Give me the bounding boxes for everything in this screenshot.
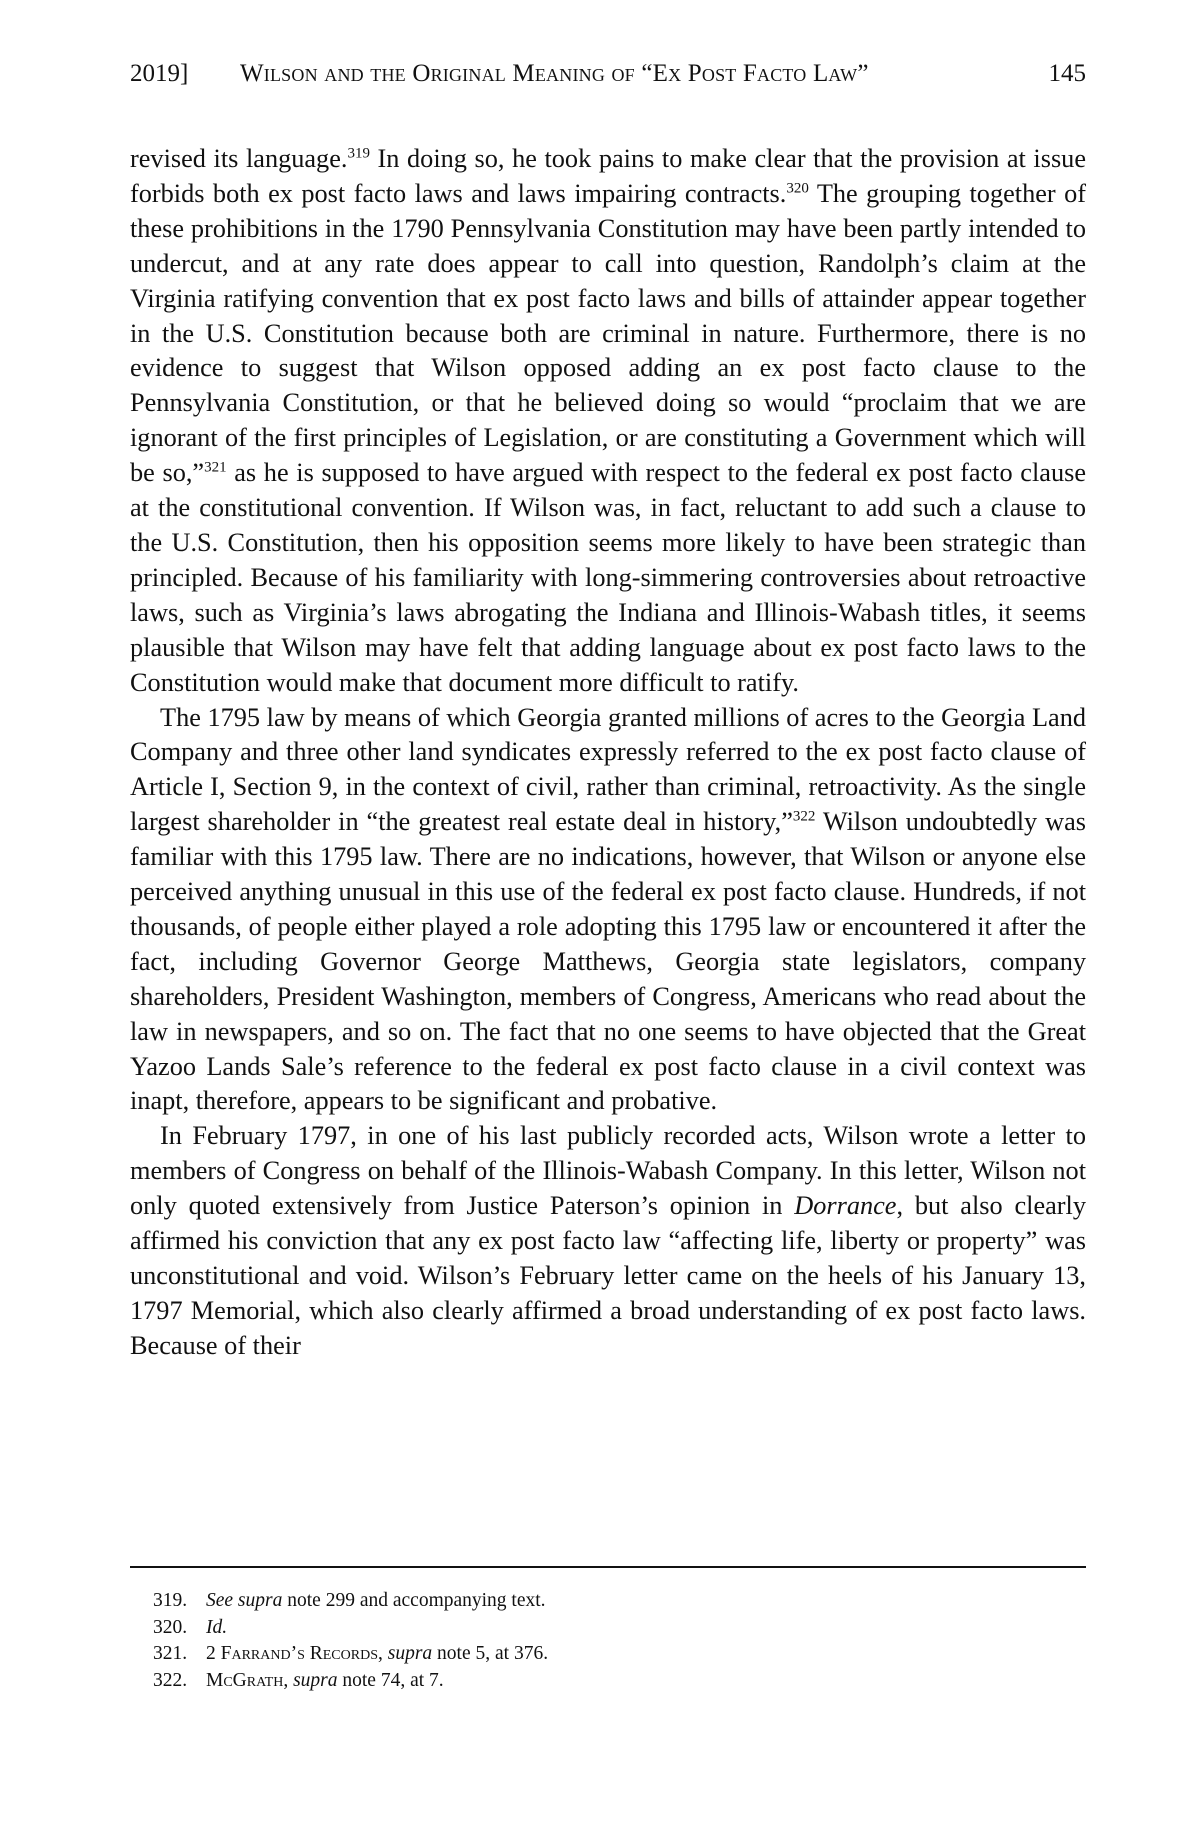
paragraph-1 bbox=[130, 142, 1086, 701]
p1-text-1: revised its language. bbox=[130, 144, 348, 173]
paragraph-3 bbox=[130, 1119, 1086, 1363]
footnote-text bbox=[206, 1641, 548, 1668]
footnote-italic: See supra bbox=[206, 1590, 283, 1611]
p1-text-4: as he is supposed to have argued with respect to the federal ex post facto clause at the constitutional convention. If Wilson was, in fact, reluctant to add such a clause to the U.S. Constitution, then his opposition seems more likely to have been strategic than principled. Because of his familiarity with long-simmering controversies about retroactive laws, such as Virginia’s laws abrogating the Indiana and Illinois-Wabash titles, it seems plausible that Wilson may have felt that adding language about ex post facto laws to the Constitution would make that document more difficult to ratify. bbox=[130, 458, 1086, 697]
footnote-rest: note 299 and accompanying text. bbox=[282, 1590, 546, 1611]
header-year: 2019] bbox=[130, 60, 189, 87]
footnote-320 bbox=[130, 1615, 1086, 1642]
p3-text-1: In February 1797, in one of his last publicly recorded acts, Wilson wrote a letter to members of Congress on behalf of the Illinois-Wabash Company. In this letter, Wilson not only quoted extensively from Justice Paterson’s opinion in bbox=[130, 1121, 1086, 1221]
footnote-italic: supra bbox=[387, 1643, 433, 1664]
footnote-separator: , bbox=[377, 1643, 388, 1664]
footnote-source: Farrand’s Records bbox=[220, 1643, 378, 1664]
footnote-319 bbox=[130, 1588, 1086, 1615]
footnote-source: McGrath bbox=[206, 1669, 284, 1691]
p2-text-2: Wilson undoubtedly was familiar with this 1795 law. There are no indications, however, that Wilson or anyone else perceived anything unusual in this use of the federal ex post facto clause. Hundreds, if not thousands, of people either played a role adopting this 1795 law or encountered it after the fact, including Governor George Matthews, Georgia state legislators, company shareholders, President Washington, members of Congress, Americans who read about the law in newspapers, and so on. The fact that no one seems to have objected that the Great Yazoo Lands Sale’s reference to the federal ex post facto clause in a civil context was inapt, therefore, appears to be significant and probative. bbox=[130, 807, 1086, 1116]
footnote-italic: Id. bbox=[206, 1616, 228, 1638]
footnote-322 bbox=[130, 1668, 1086, 1695]
page-number: 145 bbox=[1048, 60, 1086, 87]
header-title: Wilson and the Original Meaning of “Ex Post Facto Law” bbox=[240, 60, 869, 87]
footnote-rest: note 74, at 7. bbox=[337, 1669, 444, 1691]
footnote-number: 322. bbox=[153, 1669, 188, 1691]
paragraph-2 bbox=[130, 701, 1086, 1120]
footnote-ref-319: 319 bbox=[347, 145, 370, 162]
p3-text-2: , but also clearly affirmed his conviction that any ex post facto law “affecting life, liberty or property” was unconstitutional and void. Wilson’s February letter came on the heels of his January 13, 1797 Memorial, which also clearly affirmed a broad understanding of ex post facto laws. Because of their bbox=[130, 1191, 1087, 1360]
footnote-number: 320. bbox=[153, 1616, 188, 1638]
footnotes bbox=[130, 1588, 1086, 1694]
footnote-text bbox=[206, 1615, 227, 1642]
footnote-ref-320: 320 bbox=[786, 180, 809, 197]
p2-text-1: The 1795 law by means of which Georgia granted millions of acres to the Georgia Land Company and three other land syndicates expressly referred to the ex post facto clause of Article I, Section 9, in the context of civil, rather than criminal, retroactivity. As the single largest shareholder in “the greatest real estate deal in history,” bbox=[130, 702, 1086, 837]
body-text bbox=[130, 142, 1086, 1364]
footnote-ref-321: 321 bbox=[204, 459, 227, 476]
p1-text-3: The grouping together of these prohibitions in the 1790 Pennsylvania Constitution may have been partly intended to undercut, and at any rate does appear to call into question, Randolph’s claim at the Virginia ratifying convention that ex post facto laws and bills of attainder appear together in the U.S. Constitution because both are criminal in nature. Furthermore, there is no evidence to suggest that Wilson opposed adding an ex post facto clause to the Pennsylvania Constitution, or that he believed doing so would “proclaim that we are ignorant of the first principles of Legislation, or are constituting a Government which will be so,” bbox=[130, 178, 1086, 488]
footnote-ref-322: 322 bbox=[792, 808, 816, 825]
footnote-number: 319. bbox=[153, 1590, 188, 1611]
running-head bbox=[130, 54, 1086, 94]
footnote-rest: note 5, at 376. bbox=[432, 1643, 549, 1664]
footnote-text bbox=[206, 1668, 444, 1695]
footnote-321 bbox=[130, 1641, 1086, 1668]
footnote-number: 321. bbox=[153, 1643, 188, 1664]
footnote-separator: , bbox=[283, 1669, 294, 1691]
footnote-prefix: 2 bbox=[206, 1643, 221, 1664]
footnote-text bbox=[206, 1588, 546, 1615]
p1-text-2: In doing so, he took pains to make clear that the provision at issue forbids both ex post facto laws and laws impairing contracts. bbox=[130, 144, 1086, 208]
footnote-divider bbox=[130, 1566, 1086, 1568]
case-name: Dorrance bbox=[794, 1191, 897, 1221]
footnote-italic: supra bbox=[293, 1669, 338, 1691]
